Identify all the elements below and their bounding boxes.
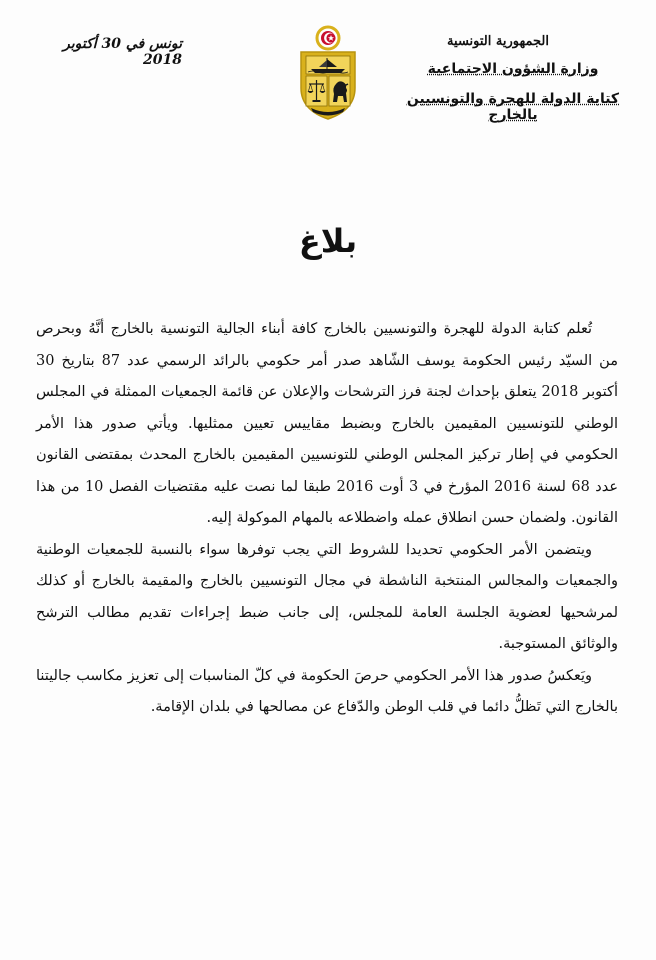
paragraph: ويتضمن الأمر الحكومي تحديدا للشروط التي يجب توفرها سواء بالنسبة للجمعيات الوطنية والجمعيات والمجالس المنتخبة الناشطة في مجال التونسيين بالخارج والمقيمة بالخارج أو كذلك لمرشحيها لعضوية الجلسة العامة للمجلس، إلى جانب ضبط إجراءات تقديم مطالب الترشح والوثائق المستوجبة. — [36, 541, 618, 652]
ministry-name: وزارة الشؤون الاجتماعية — [427, 61, 599, 77]
paragraph: تُعلم كتابة الدولة للهجرة والتونسيين بالخارج كافة أبناء الجالية التونسية بالخارج أنَّهُ وبحرص من السيّد رئيس الحكومة يوسف الشّاهد صدر أمر حكومي بالرائد الرسمي عدد 87 بتاريخ 30 أكتوبر 2018 يتعلق بإحداث لجنة فرز الترشحات والإعلان عن قائمة الجمعيات الممثلة في المجلس الوطني للتونسيين المقيمين بالخارج وبضبط مقاييس تعيين ممثليها. ويأتي صدور هذا الأمر الحكومي في إطار تركيز المجلس الوطني للتونسيين المقيمين بالخارج المحدث بمقتضى القانون عدد 68 لسنة 2016 المؤرخ في 3 أوت 2016 طبقا لما نصت عليه مقتضيات الفصل 10 من هذا القانون. ولضمان حسن انطلاق عمله واضطلاعه بالمهام الموكولة إليه. — [36, 321, 618, 526]
document-date: تونس في 30 أكتوبر 2018 — [63, 36, 182, 68]
letterhead-issuer — [388, 34, 638, 123]
paragraph: ويَعكسُ صدور هذا الأمر الحكومي حرصَ الحكومة في كلّ المناسبات إلى تعزيز مكاسب جاليتنا بالخارج التي تَظلُّ دائما في قلب الوطن والدّفاع عن مصالحها في بلدان الإقامة. — [36, 667, 618, 715]
republic-name: الجمهورية التونسية — [447, 34, 549, 49]
document-title: بلاغ — [298, 222, 358, 260]
document-body — [36, 314, 618, 724]
secretariat-name: كتابة الدولة للهجرة والتونسيين بالخارج — [406, 91, 620, 123]
tunisia-coat-of-arms-icon — [293, 24, 363, 122]
